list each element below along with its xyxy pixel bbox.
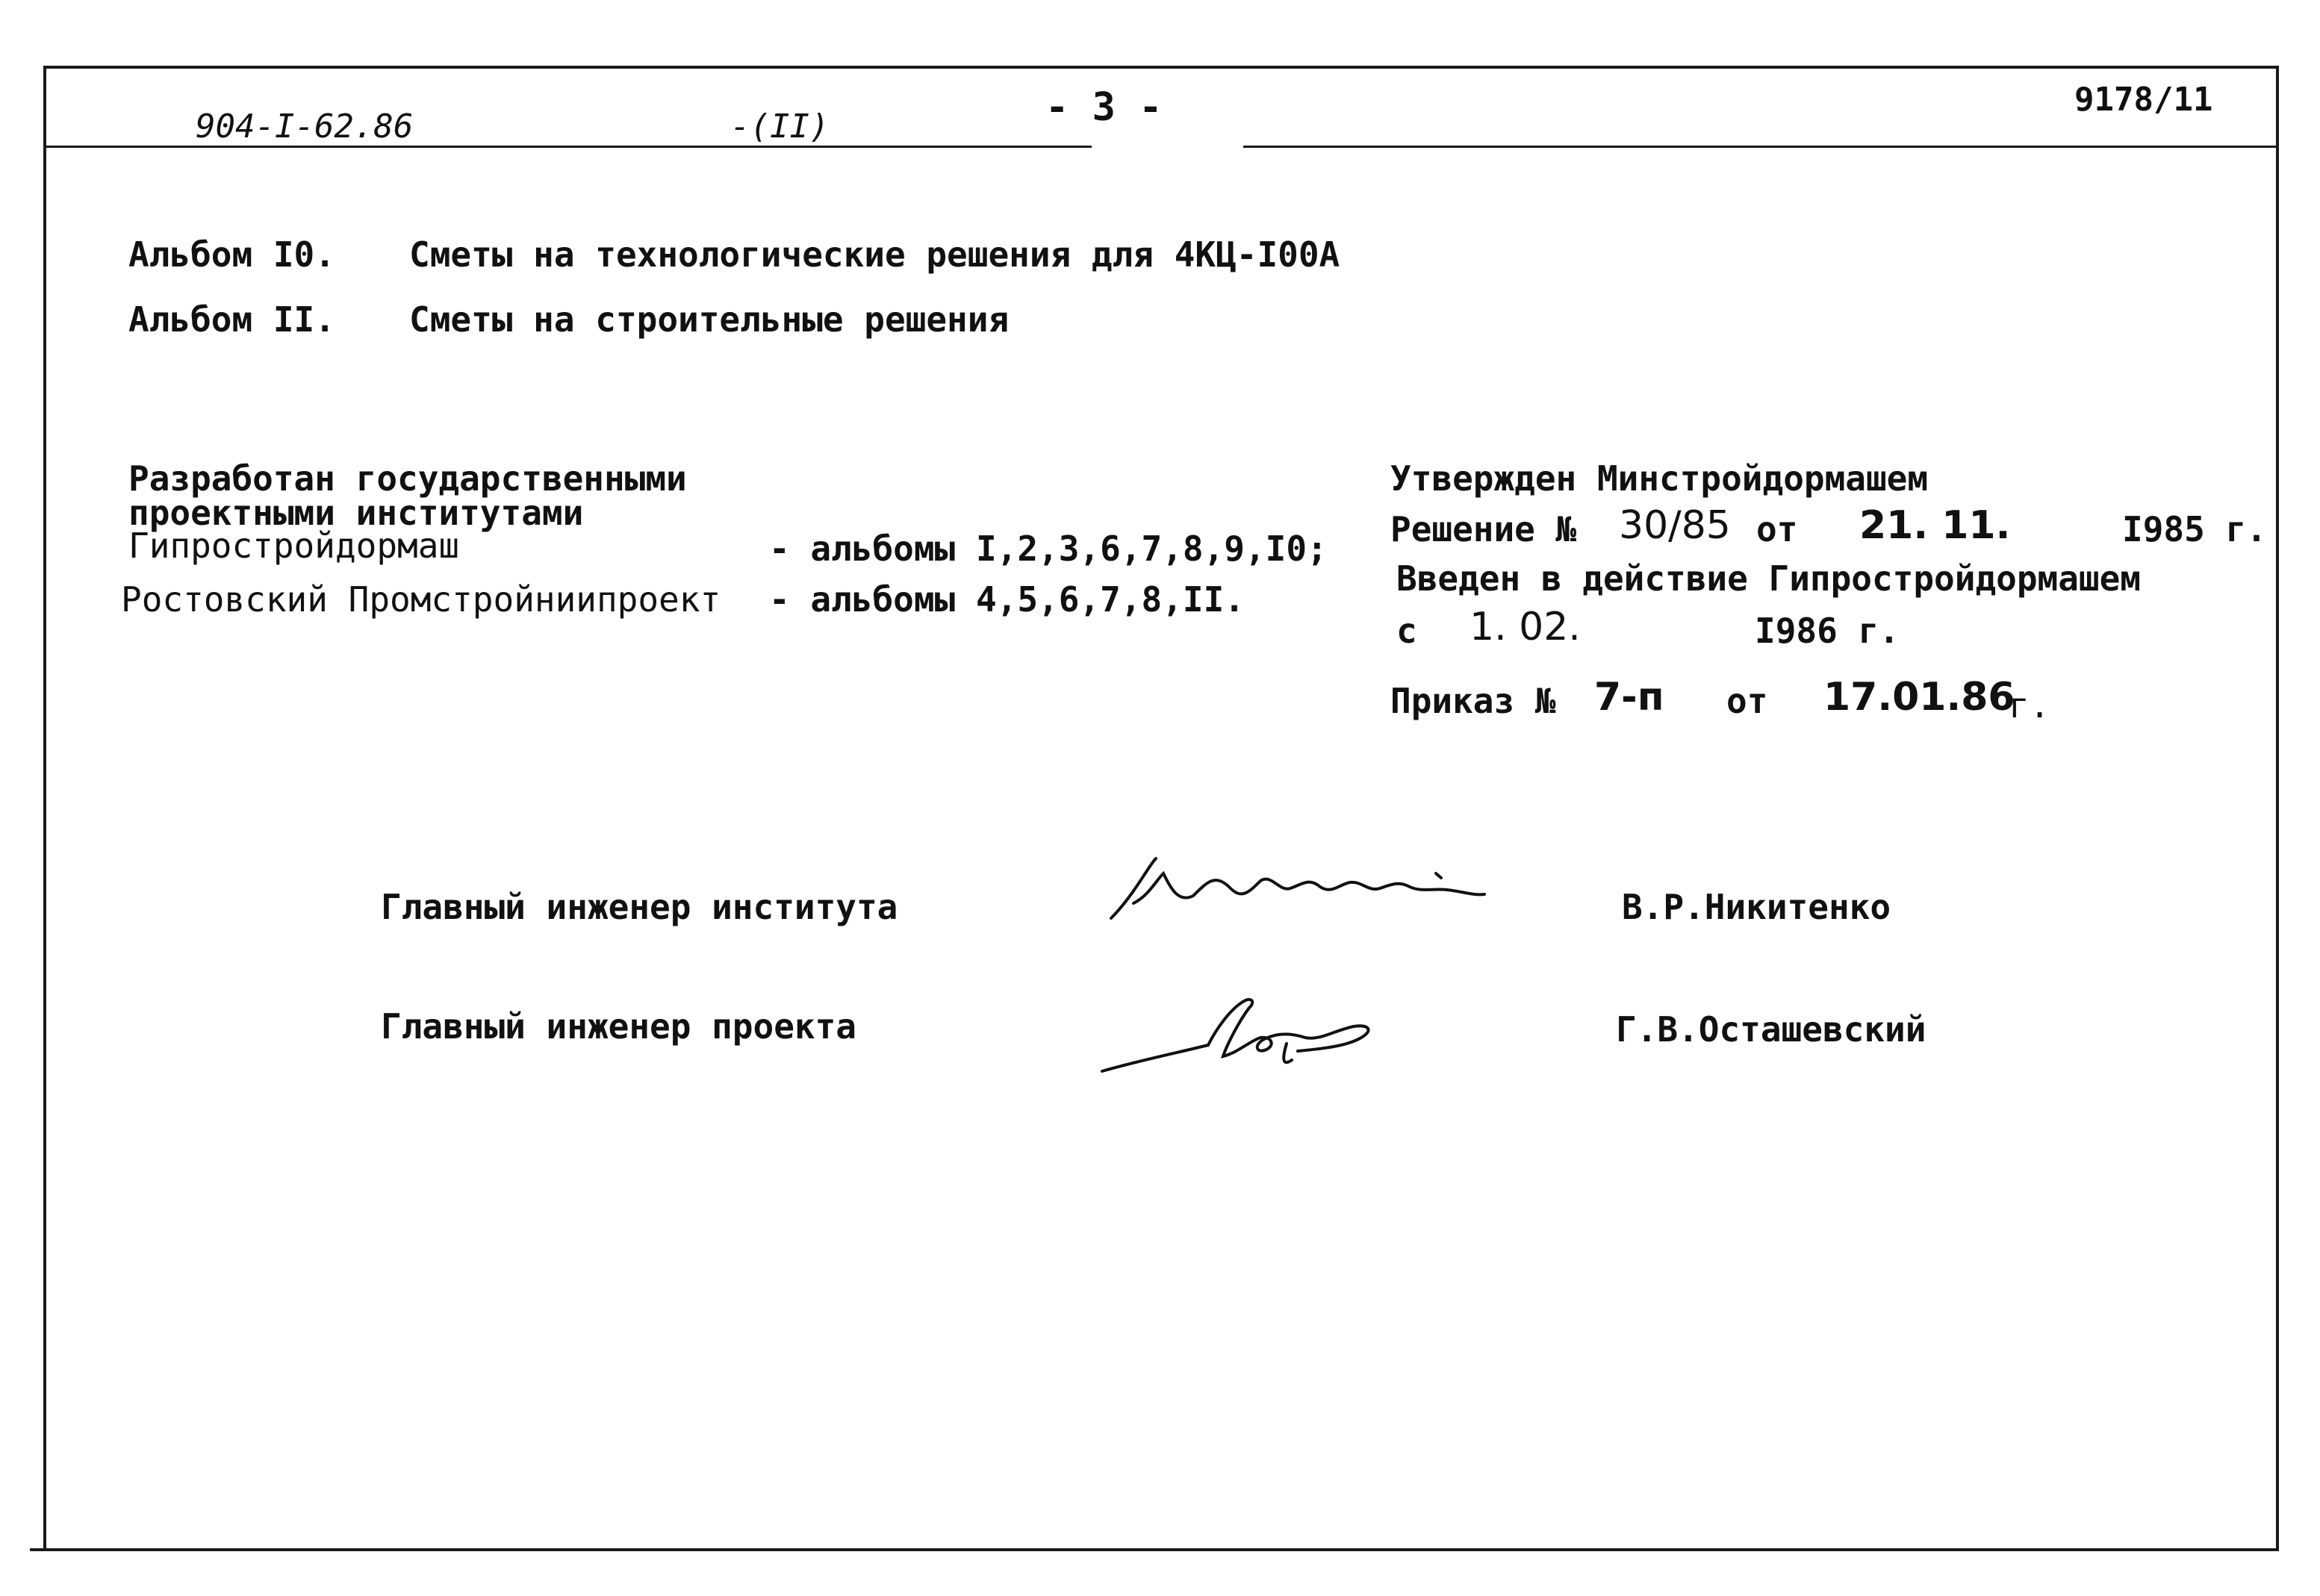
developed-line-1: Разработан государственными [128,458,687,499]
handwritten-signature [1104,851,1492,933]
section-code: -(II) [730,107,830,146]
header-rule-right [1243,146,2276,148]
frame-right-border [2276,66,2279,1551]
order-date: 17.01.86 [1823,675,2015,720]
signatory-name: В.Р.Никитенко [1622,887,1891,927]
enacted-from-label: с [1396,611,1417,651]
enacted-by: Введен в действие Гипростройдормашем [1396,558,2141,599]
org1-albums: - альбомы I,2,3,6,7,8,9,I0; [769,529,1328,569]
org2-name: Ростовский Промстройниипроект [121,579,721,620]
developed-line-2: проектными институтами [128,493,584,533]
album-label: Альбом I0. [128,234,335,275]
order-from: от [1726,681,1768,721]
signatory-name: Г.В.Осташевский [1616,1009,1926,1050]
decision-number: 30/85 [1619,503,1731,548]
handwritten-signature [1096,985,1380,1082]
enacted-from-year: I986 г. [1755,611,1900,651]
frame-left-border [43,66,46,1551]
doc-code: 904-I-62.86 [196,107,414,146]
sheet-reference: 9178/11 [2074,81,2213,119]
album-title: Сметы на строительные решения [409,299,1010,340]
enacted-from-date: 1. 02. [1470,605,1581,649]
decision-year: I985 г. [2122,509,2267,549]
order-label: Приказ № [1390,681,1556,721]
frame-top-border [43,66,2279,69]
header-rule-left [46,146,1092,148]
album-label: Альбом II. [128,299,335,340]
org2-albums: - альбомы 4,5,6,7,8,II. [769,579,1245,620]
signature-role: Главный инженер института [381,887,898,927]
decision-label: Решение № [1390,509,1577,549]
decision-date: 21. 11. [1859,503,2011,548]
order-suffix: г. [2009,685,2050,726]
order-number: 7-п [1594,675,1664,720]
decision-from: от [1756,509,1798,549]
approved-by: Утвержден Минстройдормашем [1390,458,1929,499]
album-title: Сметы на технологические решения для 4КЦ-I00А [409,234,1340,275]
page-number: - 3 - [1045,85,1163,130]
org1-name: Гипростройдормаш [128,526,460,566]
frame-bottom-border [30,1548,2279,1551]
signature-role: Главный инженер проекта [381,1006,856,1047]
